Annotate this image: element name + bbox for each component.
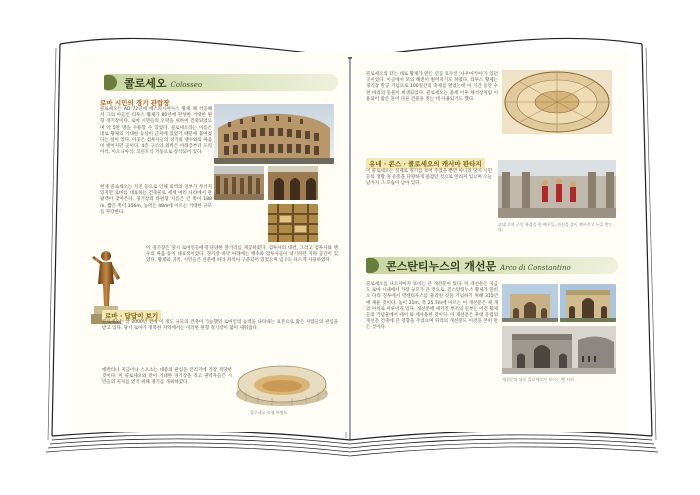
section1-paragraph-2: 현재 콜로세오는 지진 등으로 인해 외벽의 일부가 무너져 있지만 로마를 대표하는 건축물로 세계 여러 나라에서 관광객이 찾아온다. 경기장의 타원형 지름은 긴 쪽이 188m, 짧은 쪽이 156m, 높이는 48m에 이르는 거대한 규모를 자랑한다. xyxy=(100,185,212,215)
left-page xyxy=(72,52,348,432)
colosseo-title-latin: Colosseo xyxy=(170,81,203,89)
arch-title-latin: Arco di Constantino xyxy=(500,264,571,272)
colosseum-photo xyxy=(214,104,334,164)
right-page xyxy=(352,52,628,432)
colosseum-mosaic-plan xyxy=(502,70,612,134)
arch-photo-2 xyxy=(560,284,616,322)
colosseum-model-illustration xyxy=(232,358,332,408)
box-paragraph: 이 콜로세오는 실제로 경기를 보여 주었을 뿐만 아니라 당시 시민들의 생활 속 유흥을 다양하게 즐겼던 것으로 알려져 있으며 오늘날까지 그 모습이 남아 있다. xyxy=(366,169,492,187)
heading-marker xyxy=(366,258,379,273)
gladiator-actors-photo xyxy=(498,160,616,218)
model-caption: 콜로세오 모형 복원도 xyxy=(250,410,288,415)
right-top-paragraph: 콜로세오의 터는 네로 황제가 만든 인공 호수인 '나우마키아'가 있던 곳이었다. 이곳에서 모의 해전이 벌어지기도 하였다. 티투스 황제는 경기장 완공 기념으로 100일간의 축제를 열었는데 이 기간 동안 수천 마리의 동물이 희생되었다. 콜로세오는 중세 이후 채석장처럼 이용되어 많은 돌이 다른 건물을 짓는 데 사용되기도 했다. xyxy=(366,72,498,102)
section1-paragraph-3: 이 경기장은 당시 로마인들에게 다양한 볼거리를 제공하였다. 검투사의 대결, 그리고 검투사와 맹수의 싸움 등이 대표적이었다. 경기장 바닥 아래에는 맹수와 검투사들이 대기하던 지하 공간이 있었다. 황제와 귀족, 시민들은 신분에 따라 좌석이 구분되어 있었으며 입구도 다르게 사용하였다. xyxy=(146,246,338,264)
section2-paragraph: 콜로세오는 약 2000년 전에 이 정도 규모의 건축이 가능했던 로마인의 능력을 나타내는 표본으로 많은 사람들의 관심을 받고 있다. 당시 로마가 정복한 지역에서는 이러한 원형 경기장이 많이 세워졌다. xyxy=(102,320,338,332)
colosseo-title: 콜로세오 xyxy=(124,77,167,90)
colosseum-underground-photo xyxy=(268,204,318,242)
section2-heading: 로마 · 답답이 보기 xyxy=(102,310,161,321)
section1-heading: 로마 시민의 경기 관람장 xyxy=(100,99,170,107)
section2-paragraph-2: 에반티나 지금이나 스포츠는 대중의 관심을 끌리기에 가장 적당한 것이다. 이 콜로세오와 같이 거대한 경기장을 짓고 권력자들은 시민들의 지지를 얻기 위해 경기를 개최하였다. xyxy=(102,368,232,386)
box-heading: 유네 · 콘스 · 콜로세오의 캐서마 판타지 xyxy=(366,158,485,169)
colosseum-interior-photo xyxy=(214,166,264,200)
arch-heading xyxy=(368,257,618,274)
colosseo-heading xyxy=(106,74,338,91)
arch-title: 콘스탄티누스의 개선문 xyxy=(386,260,497,273)
gladiator-caption: 고대 로마 군인 복장을 한 배우들. 사진을 같이 찍어주고 돈을 받는다. xyxy=(498,222,613,232)
section1-paragraph-1: 콜로세오는 AD 72년에 베스파시아누스 황제 때 착공해서 그의 아들인 티투스 황제가 80년에 완성한 거대한 원형 경기장이다. 로마 시민들의 오락을 위하여 건축되었으며 약 5만 명을 수용할 수 있었다. 콜로세오라는 이름은 네로 황제의 거대한 동상이 근처에 있었기 때문에 붙여졌다는 설이 있다. 이곳은 검투사들의 경기와 맹수와의 싸움이 벌어지던 곳이다. 4층 구조의 외벽은 아래층부터 도리아식, 이오니아식, 코린트식 기둥으로 장식되어 있다. xyxy=(100,107,212,156)
old-photo-caption: 개선문과 뒤로 콜로세오가 보이는 옛 사진 xyxy=(502,377,575,382)
arch-photo-1 xyxy=(502,284,558,322)
heading-marker xyxy=(104,75,117,90)
arch-paragraph: 콜로세오를 나오자마자 보이는 큰 개선문이 있다. 이 개선문은 지금도 로마 시내에서 가장 규모가 큰 것으로, 콘스탄티누스 황제가 밀비오 다리 전투에서 막센티우스를 물리친 것을 기념하기 위해 315년에 세운 것이다. 높이 21m, 폭 25.7m에 이르는 이 개선문은 세 개의 아치로 이루어져 있다. 개선문에 새겨진 부조의 일부는 이전 황제들의 기념물에서 떼어 와 재사용한 것이다. 이 개선문은 후대 유럽의 개선문 건축에 큰 영향을 주었으며 파리의 개선문도 이것을 본떠 만든 것이다. xyxy=(366,282,498,331)
colosseum-arches-photo xyxy=(268,166,318,200)
arch-old-photo xyxy=(502,326,616,374)
